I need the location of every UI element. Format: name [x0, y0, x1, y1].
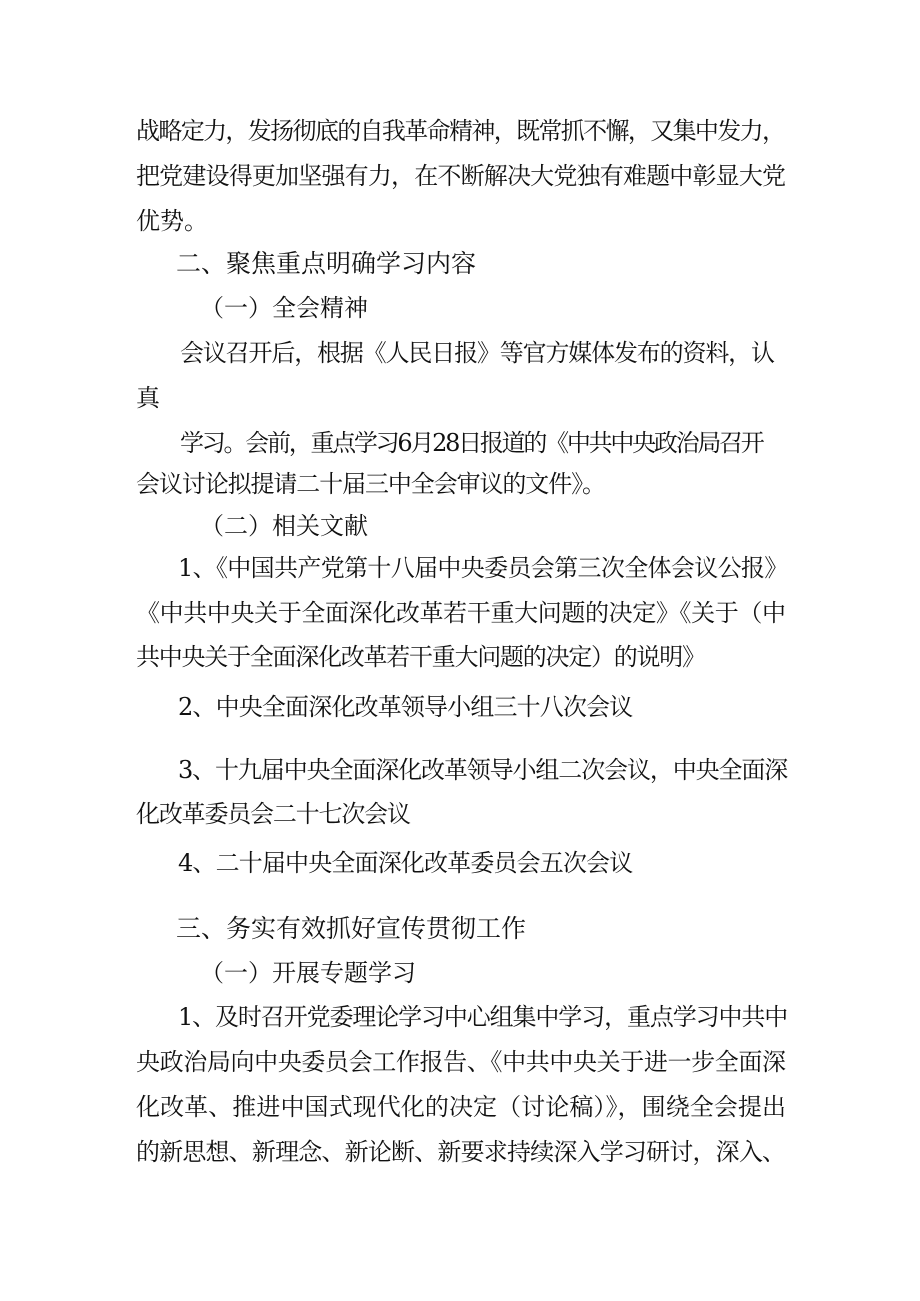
paragraph-line: 把党建设得更加坚强有力，在不断解决大党独有难题中彰显大党 [136, 162, 786, 190]
paragraph-line: 优势。 [136, 207, 208, 235]
subsection-heading: （二）相关文献 [200, 512, 368, 540]
list-item-line: 2、中央全面深化改革领导小组三十八次会议 [178, 693, 633, 721]
subsection-heading: （一）开展专题学习 [200, 959, 416, 987]
paragraph-line: 会议召开后，根据《人民日报》等官方媒体发布的资料，认 [180, 339, 774, 367]
list-item-line: 化改革委员会二十七次会议 [136, 800, 410, 828]
list-item-line: 共中央关于全面深化改革若干重大问题的决定）的说明》 [136, 643, 705, 671]
list-item-line: 4、二十届中央全面深化改革委员会五次会议 [178, 849, 633, 877]
section-heading: 二、聚焦重点明确学习内容 [176, 249, 477, 278]
section-heading: 三、务实有效抓好宣传贯彻工作 [176, 914, 527, 943]
list-item-line: 央政治局向中央委员会工作报告、《中共中央关于进一步全面深 [136, 1048, 786, 1076]
list-item-line: 的新思想、新理念、新论断、新要求持续深入学习研讨，深入、 [136, 1138, 786, 1166]
list-item-line: 3、十九届中央全面深化改革领导小组二次会议，中央全面深 [178, 756, 788, 784]
subsection-heading: （一）全会精神 [200, 294, 368, 322]
list-item-line: 1、及时召开党委理论学习中心组集中学习，重点学习中共中 [178, 1003, 788, 1031]
paragraph-line: 真 [136, 384, 160, 412]
list-item-line: 1、《中国共产党第十八届中央委员会第三次全体会议公报》 [178, 554, 788, 582]
paragraph-line: 会议讨论拟提请二十届三中全会审议的文件》。 [136, 470, 605, 498]
paragraph-line: 战略定力，发扬彻底的自我革命精神，既常抓不懈，又集中发力， [136, 117, 785, 145]
list-item-line: 化改革、推进中国式现代化的决定（讨论稿）》，围绕全会提出 [136, 1093, 787, 1121]
list-item-line: 《中共中央关于全面深化改革若干重大问题的决定》《关于（中 [136, 599, 786, 627]
paragraph-line: 学习。会前，重点学习6月28日报道的《中共中央政治局召开 [180, 429, 763, 457]
